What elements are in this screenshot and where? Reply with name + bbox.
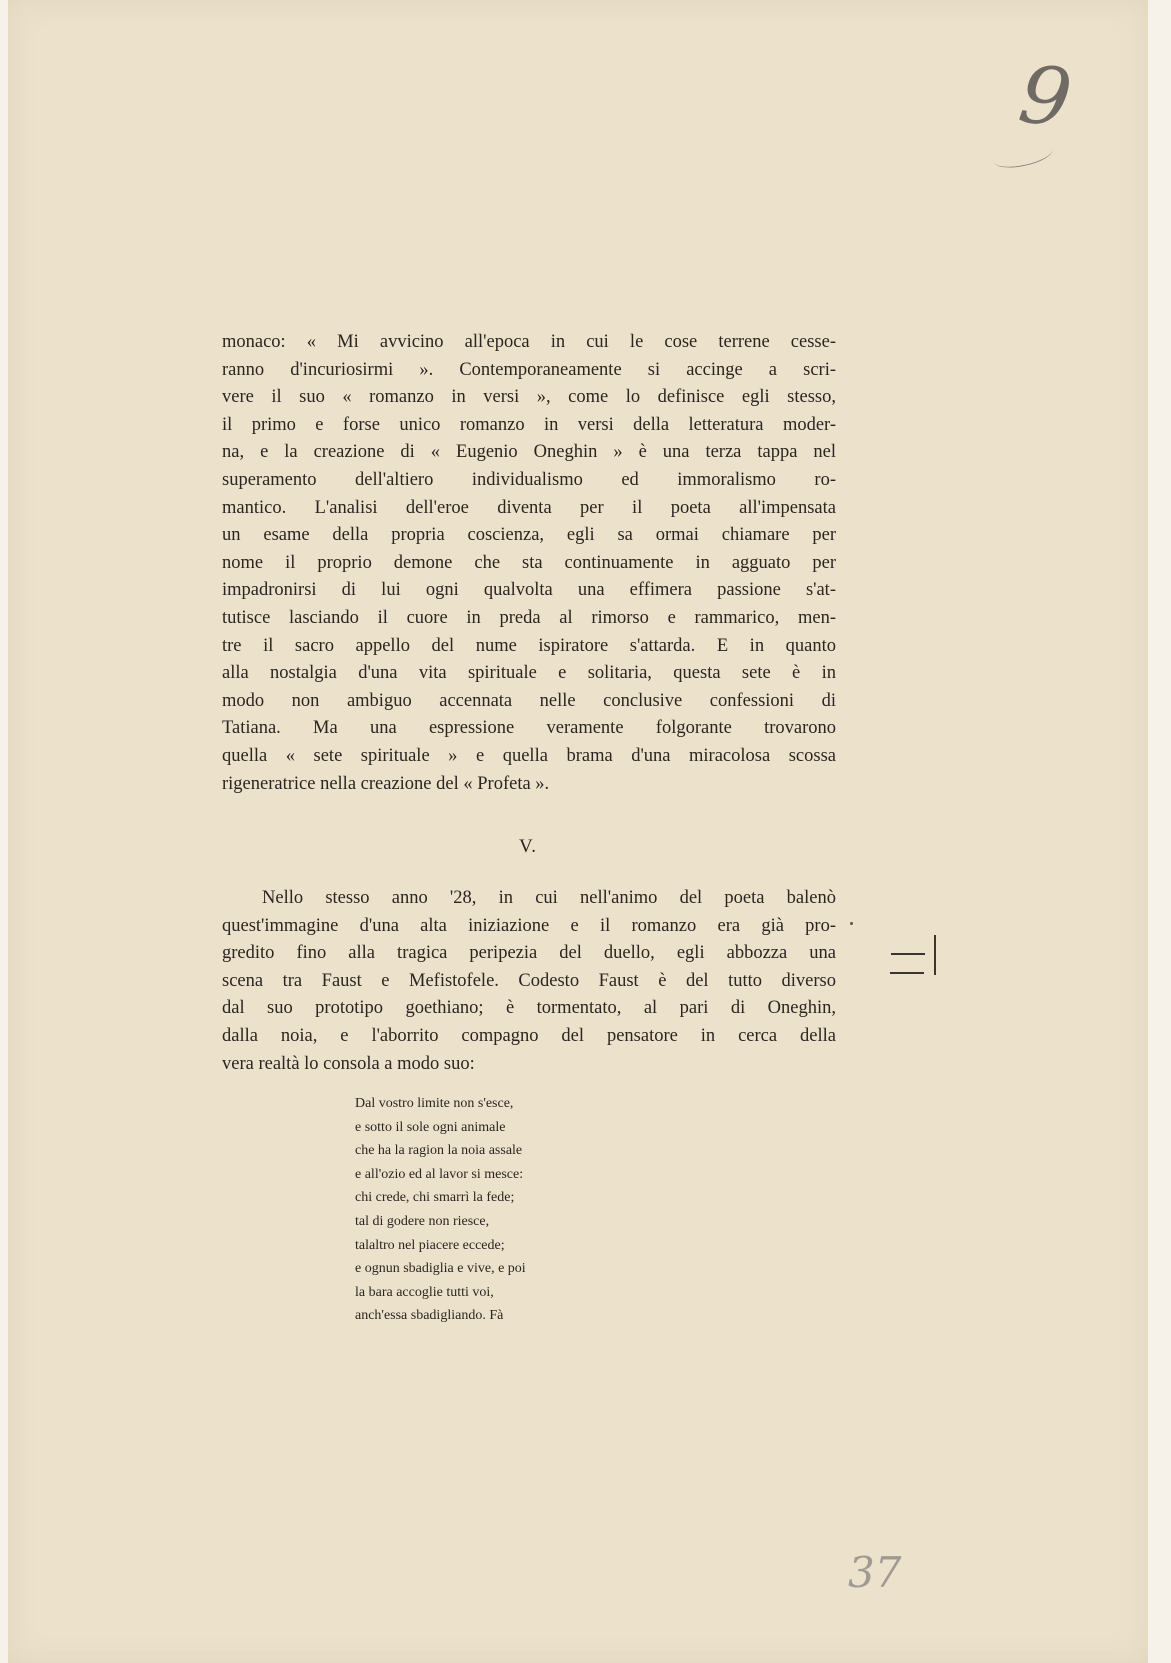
text-line: ranno d'incuriosirmi ». Contemporaneamente si accinge a scri- xyxy=(222,359,836,380)
section-heading: V. xyxy=(518,836,538,857)
poem-line: anch'essa sbadigliando. Fà xyxy=(355,1308,504,1324)
text-line: dal suo prototipo goethiano; è tormentato, al pari di Oneghin, xyxy=(222,998,836,1019)
text-line: Tatiana. Ma una espressione veramente folgorante trovarono xyxy=(222,718,836,739)
text-line: modo non ambiguo accennata nelle conclusive confessioni di xyxy=(222,690,836,711)
text-line: monaco: « Mi avvicino all'epoca in cui le cose terrene cesse- xyxy=(222,332,836,352)
poem-quotation xyxy=(355,1092,655,1328)
text-line: tutisce lasciando il cuore in preda al rimorso e rammarico, men- xyxy=(222,607,836,628)
text-line: Nello stesso anno '28, in cui nell'animo del poeta balenò xyxy=(262,888,836,908)
text-line: vera realtà lo consola a modo suo: xyxy=(222,1053,475,1074)
handwritten-page-number-top: 9 xyxy=(1013,46,1078,147)
text-line: un esame della propria coscienza, egli sa ormai chiamare per xyxy=(222,525,836,546)
text-line: nome il proprio demone che sta continuamente in agguato per xyxy=(222,552,836,573)
poem-line: la bara accoglie tutti voi, xyxy=(355,1284,494,1300)
text-line: impadronirsi di lui ogni qualvolta una effimera passione s'at- xyxy=(222,580,836,601)
poem-line: e ognun sbadiglia e vive, e poi xyxy=(355,1261,526,1277)
margin-mark xyxy=(890,972,924,974)
margin-mark xyxy=(934,935,936,975)
paragraph-2 xyxy=(222,885,836,1078)
text-line: il primo e forse unico romanzo in versi della letteratura moder- xyxy=(222,414,836,435)
poem-line: e sotto il sole ogni animale xyxy=(355,1119,506,1135)
text-line: mantico. L'analisi dell'eroe diventa per il poeta all'impensata xyxy=(222,497,836,518)
margin-mark xyxy=(891,953,925,955)
paragraph-1 xyxy=(222,329,836,798)
text-line: quella « sete spirituale » e quella brama d'una miracolosa scossa xyxy=(222,745,836,766)
text-line: superamento dell'altiero individualismo ed immoralismo ro- xyxy=(222,469,836,490)
text-line: na, e la creazione di « Eugenio Oneghin » è una terza tappa nel xyxy=(222,442,836,463)
poem-line: chi crede, chi smarrì la fede; xyxy=(355,1190,515,1206)
handwritten-page-number-bottom: 37 xyxy=(848,1548,902,1597)
margin-dot xyxy=(850,922,853,925)
handwritten-stroke xyxy=(991,139,1054,172)
poem-line: talaltro nel piacere eccede; xyxy=(355,1237,505,1253)
text-line: gredito fino alla tragica peripezia del duello, egli abbozza una xyxy=(222,943,836,964)
text-line: rigeneratrice nella creazione del « Profeta ». xyxy=(222,773,550,794)
text-line: vere il suo « romanzo in versi », come lo definisce egli stesso, xyxy=(222,387,836,408)
text-line: dalla noia, e l'aborrito compagno del pensatore in cerca della xyxy=(222,1025,836,1046)
text-line: quest'immagine d'una alta iniziazione e il romanzo era già pro- xyxy=(222,915,836,936)
text-line: scena tra Faust e Mefistofele. Codesto Faust è del tutto diverso xyxy=(222,970,836,991)
poem-line: Dal vostro limite non s'esce, xyxy=(355,1096,514,1111)
poem-line: tal di godere non riesce, xyxy=(355,1213,490,1229)
text-line: tre il sacro appello del nume ispiratore s'attarda. E in quanto xyxy=(222,635,836,656)
poem-line: che ha la ragion la noia assale xyxy=(355,1143,523,1159)
text-line: alla nostalgia d'una vita spirituale e solitaria, questa sete è in xyxy=(222,663,836,684)
document-page xyxy=(8,0,1148,1663)
poem-line: e all'ozio ed al lavor si mesce: xyxy=(355,1166,524,1182)
